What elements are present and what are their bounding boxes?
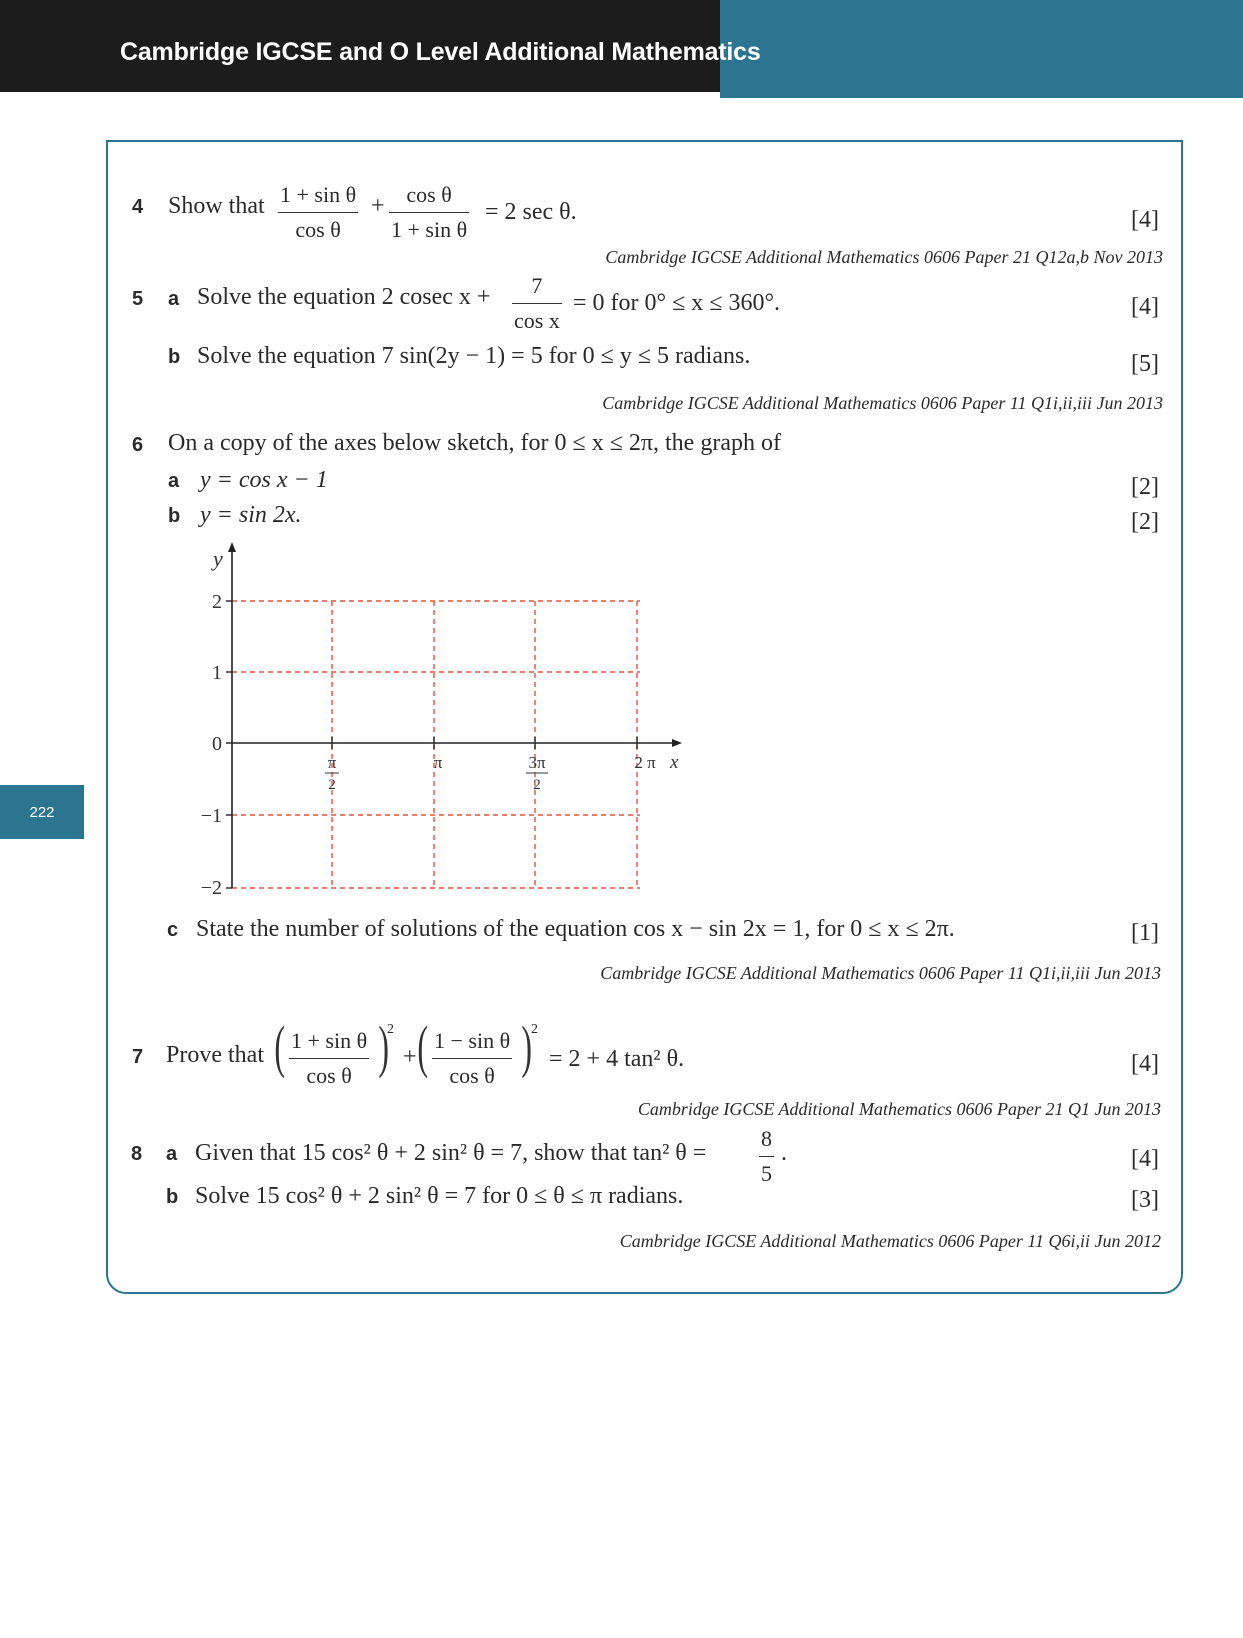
y-tick-marks (226, 601, 232, 888)
question-4-rhs: = 2 sec θ. (485, 199, 577, 225)
question-5a-tail: = 0 for 0° ≤ x ≤ 360°. (573, 290, 781, 316)
question-8a-mark: [4] (1131, 1146, 1159, 1172)
question-4-lead: Show that (168, 193, 265, 219)
question-6a-text: y = cos x − 1 (200, 467, 328, 493)
fraction-denominator: cos θ (278, 212, 358, 243)
grid-lines (232, 601, 640, 888)
y-tick-label-2: 2 (212, 591, 222, 613)
left-parenthesis: ( (417, 1014, 428, 1079)
question-5a-mark: [4] (1131, 294, 1159, 320)
part-a-label: a (166, 1143, 178, 1165)
x-tick-label-pi-2-den: 2 (328, 777, 336, 793)
y-tick-label-0: 0 (212, 733, 222, 755)
exponent: 2 (387, 1022, 394, 1037)
question-4-fraction-2 (389, 182, 469, 243)
fraction-numerator: 1 − sin θ (434, 1028, 511, 1053)
question-7-rhs: = 2 + 4 tan² θ. (549, 1046, 685, 1072)
plus-sign: + (371, 193, 385, 219)
question-5a-fraction (512, 273, 562, 334)
part-b-label: b (168, 505, 181, 527)
question-8-source: Cambridge IGCSE Additional Mathematics 0606 Paper 11 Q6i,ii Jun 2012 (619, 1231, 1161, 1251)
question-5a-text: Solve the equation 2 cosec x + (197, 284, 491, 310)
question-6b-mark: [2] (1131, 509, 1159, 535)
question-8a-text: Given that 15 cos² θ + 2 sin² θ = 7, show that tan² θ = (195, 1140, 707, 1166)
question-5b-text: Solve the equation 7 sin(2y − 1) = 5 for 0 ≤ y ≤ 5 radians. (197, 343, 751, 369)
question-6c-mark: [1] (1131, 920, 1159, 946)
x-tick-label-3pi-2-num: 3π (528, 753, 546, 772)
axes-graph (180, 540, 700, 900)
question-6-number: 6 (132, 434, 144, 456)
page-number: 222 (29, 803, 55, 821)
question-6-source: Cambridge IGCSE Additional Mathematics 0606 Paper 11 Q1i,ii,iii Jun 2013 (600, 963, 1161, 983)
x-axis-arrow (672, 739, 682, 747)
question-7-fraction-1 (289, 1028, 369, 1089)
question-7-lead: Prove that (166, 1042, 264, 1068)
question-6a-mark: [2] (1131, 474, 1159, 500)
y-axis-label: y (213, 546, 223, 571)
part-c-label: c (167, 919, 179, 941)
part-a-label: a (168, 470, 180, 492)
question-7-number: 7 (132, 1046, 144, 1068)
y-axis-arrow (228, 542, 236, 552)
question-6c-text: State the number of solutions of the equation cos x − sin 2x = 1, for 0 ≤ x ≤ 2π. (196, 916, 955, 942)
part-b-label: b (168, 346, 181, 368)
question-4-fraction-1 (278, 182, 358, 243)
question-4-number: 4 (132, 196, 144, 218)
fraction-numerator: 7 (531, 273, 543, 298)
right-parenthesis: ) (521, 1014, 532, 1079)
period: . (781, 1140, 787, 1166)
x-axis-label: x (670, 752, 679, 773)
question-6-text: On a copy of the axes below sketch, for 0 ≤ x ≤ 2π, the graph of (168, 430, 781, 456)
question-6b-text: y = sin 2x. (200, 502, 302, 528)
x-tick-label-pi-2-num: π (327, 753, 337, 772)
question-7-fraction-2 (432, 1028, 512, 1089)
y-tick-label-minus-1: −1 (200, 805, 222, 827)
x-tick-label-3pi-2-den: 2 (533, 777, 541, 793)
fraction-denominator: 1 + sin θ (389, 212, 469, 243)
y-tick-label-1: 1 (212, 662, 222, 684)
fraction-denominator: cos x (512, 303, 562, 334)
question-7-source: Cambridge IGCSE Additional Mathematics 0606 Paper 21 Q1 Jun 2013 (637, 1099, 1161, 1119)
question-8-number: 8 (131, 1143, 143, 1165)
fraction-denominator: 5 (759, 1156, 774, 1187)
fraction-numerator: 1 + sin θ (280, 182, 357, 207)
part-b-label: b (166, 1186, 179, 1208)
book-title: Cambridge IGCSE and O Level Additional Mathematics (120, 38, 761, 66)
part-a-label: a (168, 288, 180, 310)
fraction-denominator: cos θ (289, 1058, 369, 1089)
question-8a-fraction (759, 1126, 774, 1187)
y-tick-label-minus-2: −2 (200, 877, 222, 899)
question-8b-mark: [3] (1131, 1187, 1159, 1213)
question-4-mark: [4] (1131, 207, 1159, 233)
header-accent (720, 0, 1243, 98)
x-tick-label-pi: π (433, 753, 443, 772)
exponent: 2 (531, 1022, 538, 1037)
question-8b-text: Solve 15 cos² θ + 2 sin² θ = 7 for 0 ≤ θ ≤ π radians. (195, 1183, 684, 1209)
question-7-mark: [4] (1131, 1051, 1159, 1077)
question-5b-mark: [5] (1131, 351, 1159, 377)
question-4-source: Cambridge IGCSE Additional Mathematics 0606 Paper 21 Q12a,b Nov 2013 (605, 247, 1163, 267)
right-parenthesis: ) (378, 1014, 389, 1079)
question-5-number: 5 (132, 288, 144, 310)
plus-sign: + (403, 1044, 417, 1070)
fraction-numerator: cos θ (406, 182, 452, 207)
x-tick-label-2pi: 2 π (634, 753, 656, 772)
fraction-denominator: cos θ (432, 1058, 512, 1089)
fraction-numerator: 1 + sin θ (291, 1028, 368, 1053)
page-number-tab (0, 785, 84, 839)
question-5-source: Cambridge IGCSE Additional Mathematics 0606 Paper 11 Q1i,ii,iii Jun 2013 (602, 393, 1163, 413)
left-parenthesis: ( (274, 1014, 285, 1079)
fraction-numerator: 8 (761, 1126, 772, 1151)
